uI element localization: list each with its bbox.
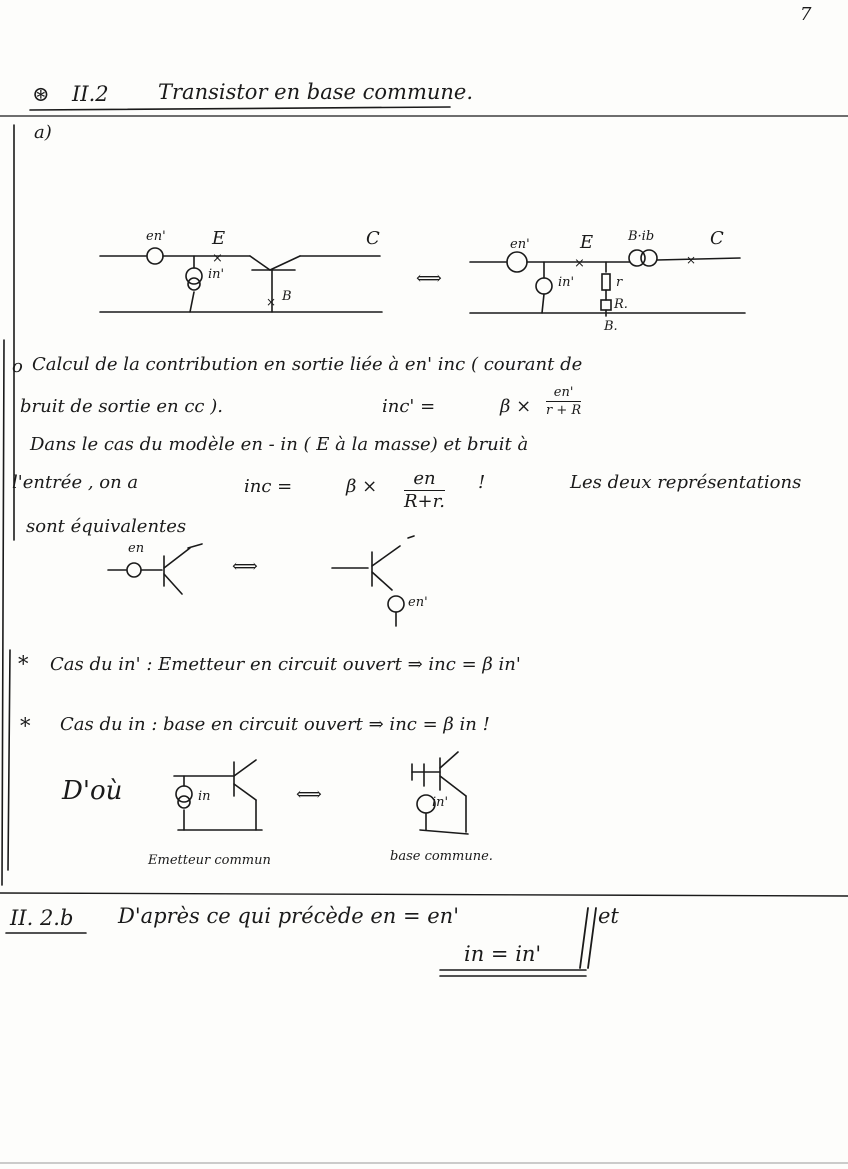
- case-1-text: Cas du in' : Emetteur en circuit ouvert ⇒ inc = β in': [50, 654, 521, 675]
- c1-right-r-label: r: [616, 275, 623, 290]
- section-b-label: II. 2.b: [10, 906, 74, 930]
- title-underline: [30, 107, 450, 110]
- c1-right-R-label: R.: [614, 297, 628, 312]
- section-title: Transistor en base commune.: [158, 80, 474, 104]
- section-b-text: D'après ce qui précède en = en': [118, 904, 459, 928]
- c1-left-in-label: in': [208, 267, 225, 282]
- circuit-2: [108, 536, 414, 626]
- circuit-3-right: [412, 752, 468, 834]
- section-b-et: et: [598, 904, 619, 928]
- part-a-label: a): [34, 122, 52, 143]
- c3-equiv-symbol: ⟺: [296, 784, 322, 805]
- c1-right-source-label: B·ib: [628, 229, 655, 244]
- c1-right-E-label: E: [580, 232, 594, 253]
- margin-bar-2: [8, 650, 10, 870]
- calc-line-5: sont équivalentes: [26, 516, 187, 537]
- c2-equiv-symbol: ⟺: [232, 556, 258, 577]
- case-1-bullet: *: [18, 652, 29, 676]
- dou-label: D'où: [62, 776, 123, 806]
- calc-line-4-end: Les deux représentations: [570, 472, 802, 493]
- c2-en-prime-label: en': [408, 595, 428, 610]
- section-marker: ⊛: [32, 82, 50, 106]
- calc-line-4: l'entrée , on a: [12, 472, 139, 493]
- circuit-3-left: [174, 760, 262, 830]
- case-2-bullet: *: [20, 714, 31, 738]
- c1-right-en-label: en': [510, 237, 530, 252]
- circuit-1-right: [470, 250, 745, 316]
- c1-left-en-label: en': [146, 229, 166, 244]
- circuit-1-left: [100, 248, 382, 312]
- c1-equiv-symbol: ⟺: [416, 268, 442, 289]
- c3-left-in-label: in: [198, 789, 211, 804]
- c1-right-B-label: B.: [604, 319, 618, 334]
- section-number: II.2: [72, 82, 109, 106]
- svg-text:×: ×: [266, 295, 277, 309]
- svg-text:×: ×: [574, 256, 585, 271]
- c3-right-in-label: in': [432, 795, 449, 810]
- c1-right-in-label: in': [558, 275, 575, 290]
- calc-line-2: bruit de sortie en cc ).: [20, 396, 223, 417]
- calc-inc-prime: inc' =: [382, 396, 436, 417]
- c1-left-E-label: E: [212, 228, 226, 249]
- calc-line-1: Calcul de la contribution en sortie liée à en' inc ( courant de: [32, 354, 583, 375]
- case-2-text: Cas du in : base en circuit ouvert ⇒ inc = β in !: [60, 714, 490, 735]
- calc-bullet: o: [12, 356, 23, 377]
- calc-beta-2: β ×: [346, 476, 378, 497]
- fraction-2-num: en: [404, 470, 445, 491]
- fraction-1: [546, 386, 581, 417]
- c2-en-label: en: [128, 541, 145, 556]
- fraction-2: [404, 470, 445, 511]
- calc-beta-1: β ×: [500, 396, 532, 417]
- svg-text:×: ×: [686, 253, 697, 267]
- c3-right-caption: base commune.: [390, 849, 493, 864]
- c1-left-C-label: C: [366, 228, 380, 249]
- page-number: 7: [800, 4, 812, 25]
- calc-inc: inc =: [244, 476, 293, 497]
- section-b-result: in = in': [464, 942, 542, 966]
- section-rule: [0, 893, 848, 896]
- c1-right-C-label: C: [710, 228, 724, 249]
- calc-line-3: Dans le cas du modèle en - in ( E à la masse) et bruit à: [30, 434, 529, 455]
- fraction-1-den: r + R: [546, 403, 582, 418]
- fraction-2-den: R+r.: [404, 491, 445, 512]
- c1-left-B-label: B: [282, 289, 292, 304]
- calc-exclaim: !: [478, 472, 486, 493]
- fraction-1-num: en': [546, 386, 581, 402]
- margin-bar-3: [2, 340, 4, 885]
- c3-left-caption: Emetteur commun: [148, 853, 271, 868]
- svg-text:×: ×: [212, 251, 223, 266]
